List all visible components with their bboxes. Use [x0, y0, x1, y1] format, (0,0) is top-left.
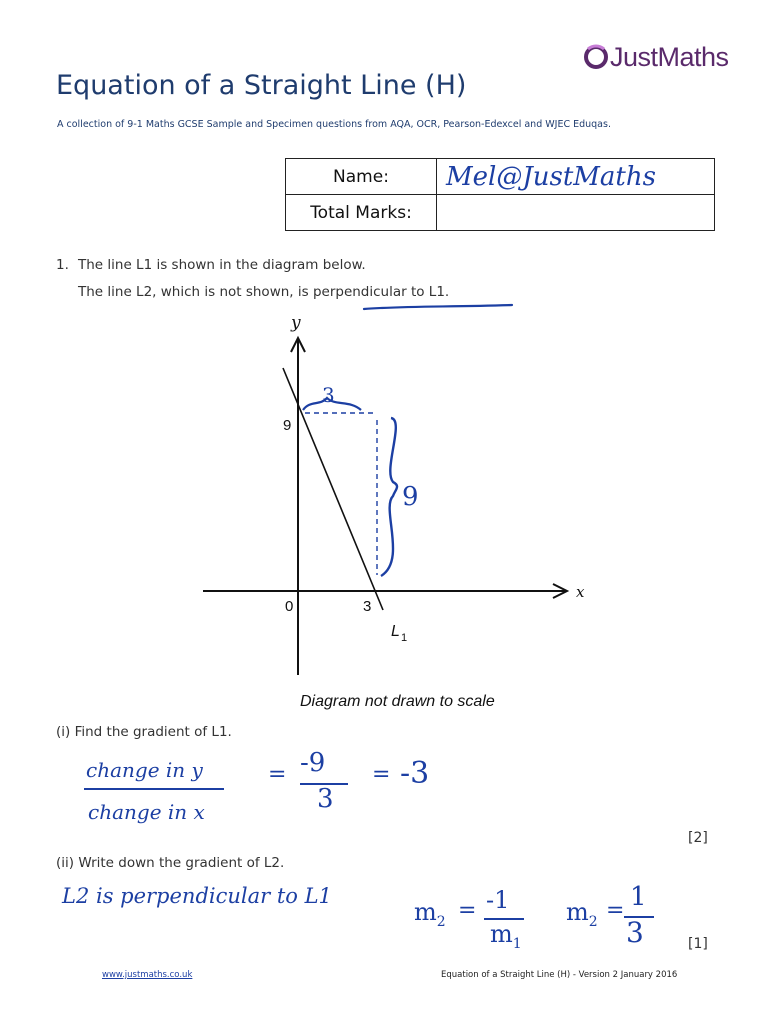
- m2-subscript: 2: [436, 913, 446, 930]
- name-value-cell: [437, 159, 715, 195]
- part-ii-m1: [490, 920, 522, 952]
- logo-ring-icon: [582, 43, 610, 71]
- part-i-equals-2: =: [372, 762, 391, 787]
- part-ii-ans-den: 3: [626, 916, 644, 949]
- part-ii-equals-1: =: [458, 898, 477, 923]
- run-annotation: 3: [322, 383, 335, 407]
- total-marks-label: Total Marks:: [286, 195, 437, 231]
- page-subtitle: A collection of 9-1 Maths GCSE Sample and Specimen questions from AQA, OCR, Pearson-Edexcel and WJEC Eduqas.: [57, 119, 611, 130]
- footer-document-info: Equation of a Straight Line (H) - Version 2 January 2016: [441, 970, 678, 980]
- rise-brace: [381, 418, 397, 576]
- m1-subscript: 1: [512, 935, 522, 952]
- diagram-caption: Diagram not drawn to scale: [300, 693, 495, 710]
- part-ii-working: L2 is perpendicular to L1: [62, 884, 332, 908]
- question-number: 1.: [56, 257, 69, 273]
- part-i-denominator: change in x: [88, 800, 205, 824]
- dashed-guides: [305, 413, 377, 575]
- part-ii-m2-answer: [566, 898, 598, 930]
- line-label: L: [391, 623, 400, 640]
- part-i-marks: [2]: [688, 830, 708, 846]
- m2b-subscript: 2: [588, 913, 598, 930]
- question-line-2: The line L2, which is not shown, is perpendicular to L1.: [78, 284, 450, 300]
- marks-row: [286, 195, 715, 231]
- coordinate-diagram: [195, 310, 595, 690]
- info-table: [285, 158, 715, 231]
- name-row: [286, 159, 715, 195]
- part-ii-prompt: (ii) Write down the gradient of L2.: [56, 855, 285, 871]
- y-intercept-label: 9: [283, 417, 292, 434]
- part-ii-equals-2: =: [606, 898, 625, 923]
- line-label-subscript: 1: [401, 632, 408, 644]
- part-ii-neg-num: -1: [486, 886, 510, 914]
- logo-text: JustMaths: [610, 41, 729, 72]
- total-marks-value: [437, 195, 715, 231]
- m1-letter: m: [490, 920, 513, 948]
- part-i-fraction-bar: [84, 788, 224, 790]
- y-axis-label: y: [291, 313, 301, 333]
- origin-label: 0: [285, 598, 294, 615]
- m2b-letter: m: [566, 898, 589, 926]
- justmaths-logo: [582, 40, 729, 74]
- question-line-1: The line L1 is shown in the diagram below.: [78, 257, 366, 273]
- rise-annotation: 9: [402, 482, 419, 512]
- part-i-equals-1: =: [268, 762, 287, 787]
- part-ii-m2: [414, 898, 446, 930]
- part-i-answer: -3: [400, 756, 430, 791]
- part-i-prompt: (i) Find the gradient of L1.: [56, 724, 232, 740]
- name-label: Name:: [286, 159, 437, 195]
- part-i-frac-den: 3: [317, 784, 334, 814]
- name-value: Mel@JustMaths: [446, 161, 656, 192]
- part-ii-marks: [1]: [688, 936, 708, 952]
- part-i-numerator: change in y: [86, 758, 203, 782]
- page-title: Equation of a Straight Line (H): [56, 70, 467, 101]
- part-i-frac-num: -9: [300, 748, 326, 778]
- x-intercept-label: 3: [363, 598, 372, 615]
- part-ii-ans-num: 1: [630, 882, 647, 912]
- x-axis-label: x: [576, 583, 585, 601]
- m2-letter: m: [414, 898, 437, 926]
- footer-website-link[interactable]: www.justmaths.co.uk: [102, 970, 193, 980]
